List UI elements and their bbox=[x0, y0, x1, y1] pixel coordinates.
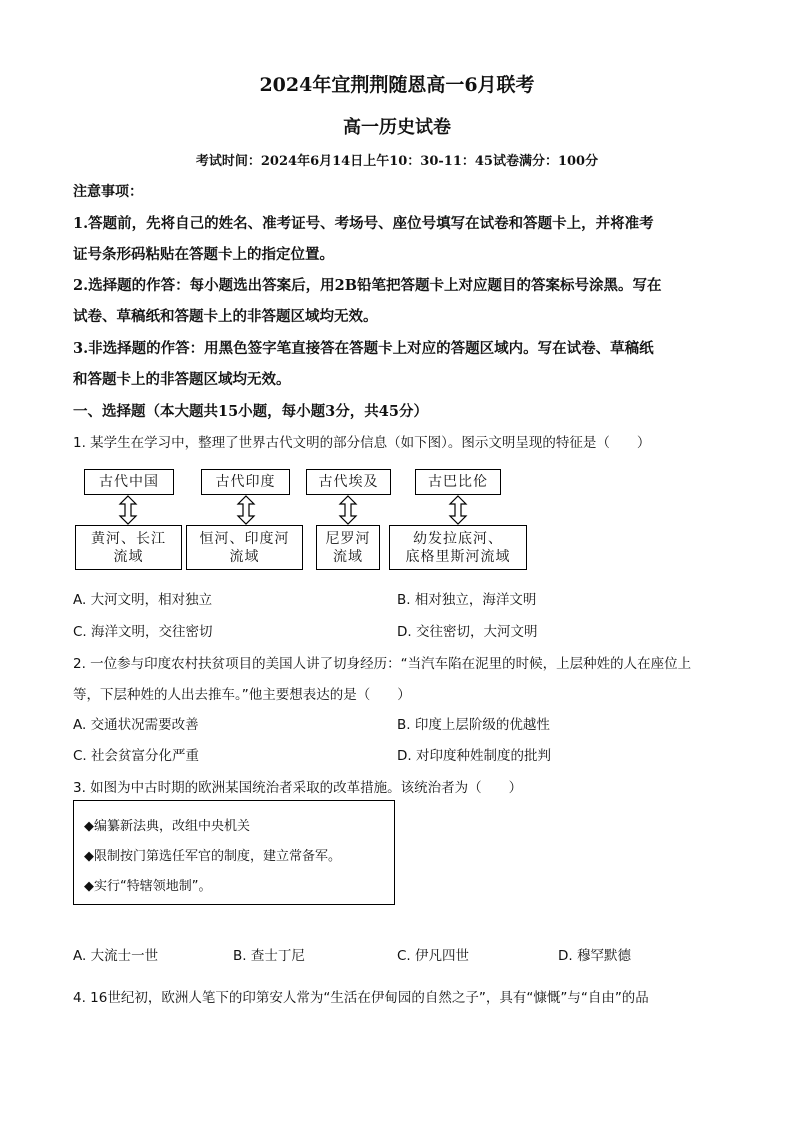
notice-item-3-line-1: 3.非选择题的作答：用黑色签字笔直接答在答题卡上对应的答题区域内。写在试卷、草稿纸 bbox=[73, 340, 654, 357]
diagram-bottom-box-2-line-1: 恒河、印度河 bbox=[199, 530, 290, 547]
question-1-option-a[interactable]: A. 大河文明，相对独立 bbox=[73, 592, 213, 608]
question-2-option-a[interactable]: A. 交通状况需要改善 bbox=[73, 717, 199, 733]
question-3-option-c[interactable]: C. 伊凡四世 bbox=[397, 948, 470, 964]
notice-item-2-line-2: 试卷、草稿纸和答题卡上的非答题区域均无效。 bbox=[73, 308, 378, 325]
double-arrow-icon bbox=[236, 495, 256, 525]
diagram-bottom-box-3-line-1: 尼罗河 bbox=[325, 530, 371, 547]
question-2-stem-line-1: 2. 一位参与印度农村扶贫项目的美国人讲了切身经历：“当汽车陷在泥里的时候，上层种姓的人在座位上 bbox=[73, 656, 692, 672]
question-3-option-d[interactable]: D. 穆罕默德 bbox=[558, 948, 631, 964]
reform-measures-panel bbox=[73, 800, 395, 905]
question-2-stem-line-2: 等，下层种姓的人出去推车。”他主要想表达的是（ ） bbox=[73, 687, 411, 703]
question-3-stem: 3. 如图为中古时期的欧洲某国统治者采取的改革措施。该统治者为（ ） bbox=[73, 780, 523, 796]
diagram-top-box-1: 古代中国 bbox=[84, 469, 174, 495]
notice-heading: 注意事项： bbox=[73, 184, 143, 200]
diagram-bottom-box-3-line-2: 流域 bbox=[333, 548, 363, 565]
exam-title: 2024年宜荆荆随恩高一6月联考 bbox=[259, 74, 535, 96]
diagram-bottom-box-1-line-2: 流域 bbox=[113, 548, 144, 565]
question-3-option-b[interactable]: B. 查士丁尼 bbox=[233, 948, 305, 964]
exam-info: 考试时间：2024年6月14日上午10：30-11：45试卷满分：100分 bbox=[195, 154, 599, 169]
question-2-option-b[interactable]: B. 印度上层阶级的优越性 bbox=[397, 717, 550, 733]
diagram-top-box-2: 古代印度 bbox=[201, 469, 290, 495]
diagram-bottom-box-3 bbox=[316, 525, 380, 570]
double-arrow-icon bbox=[118, 495, 138, 525]
question-1-stem: 1. 某学生在学习中，整理了世界古代文明的部分信息（如下图）。图示文明呈现的特征是（ ） bbox=[73, 435, 651, 451]
question-3-option-a[interactable]: A. 大流士一世 bbox=[73, 948, 159, 964]
reform-measure-2: ◆限制按门第选任军官的制度，建立常备军。 bbox=[84, 849, 341, 864]
diagram-bottom-box-2 bbox=[186, 525, 303, 570]
notice-item-2-line-1: 2.选择题的作答：每小题选出答案后，用2B铅笔把答题卡上对应题目的答案标号涂黑。写在 bbox=[73, 277, 662, 294]
question-4-stem: 4. 16世纪初，欧洲人笔下的印第安人常为“生活在伊甸园的自然之子”，具有“慷慨”与“自由”的品 bbox=[73, 990, 649, 1006]
diagram-top-box-4: 古巴比伦 bbox=[415, 469, 501, 495]
paper-subtitle: 高一历史试卷 bbox=[343, 117, 451, 138]
notice-item-1-line-2: 证号条形码粘贴在答题卡上的指定位置。 bbox=[73, 246, 334, 263]
question-2-option-c[interactable]: C. 社会贫富分化严重 bbox=[73, 748, 200, 764]
diagram-top-box-3: 古代埃及 bbox=[306, 469, 391, 495]
question-1-option-b[interactable]: B. 相对独立，海洋文明 bbox=[397, 592, 537, 608]
diagram-bottom-box-4 bbox=[389, 525, 527, 570]
question-2-option-d[interactable]: D. 对印度种姓制度的批判 bbox=[397, 748, 551, 764]
question-1-option-d[interactable]: D. 交往密切，大河文明 bbox=[397, 624, 538, 640]
question-1-option-c[interactable]: C. 海洋文明，交往密切 bbox=[73, 624, 213, 640]
double-arrow-icon bbox=[338, 495, 358, 525]
double-arrow-icon bbox=[448, 495, 468, 525]
diagram-bottom-box-1 bbox=[75, 525, 182, 570]
reform-measure-3: ◆实行“特辖领地制”。 bbox=[84, 879, 212, 894]
notice-item-1-line-1: 1.答题前，先将自己的姓名、准考证号、考场号、座位号填写在试卷和答题卡上，并将准考 bbox=[73, 215, 654, 232]
diagram-bottom-box-1-line-1: 黄河、长江 bbox=[91, 530, 166, 547]
diagram-bottom-box-2-line-2: 流域 bbox=[229, 548, 260, 565]
diagram-bottom-box-4-line-2: 底格里斯河流域 bbox=[405, 548, 511, 565]
notice-item-3-line-2: 和答题卡上的非答题区域均无效。 bbox=[73, 371, 291, 388]
section-heading: 一、选择题（本大题共15小题，每小题3分，共45分） bbox=[73, 403, 428, 420]
reform-measure-1: ◆编纂新法典，改组中央机关 bbox=[84, 819, 250, 834]
diagram-bottom-box-4-line-1: 幼发拉底河、 bbox=[413, 530, 503, 547]
